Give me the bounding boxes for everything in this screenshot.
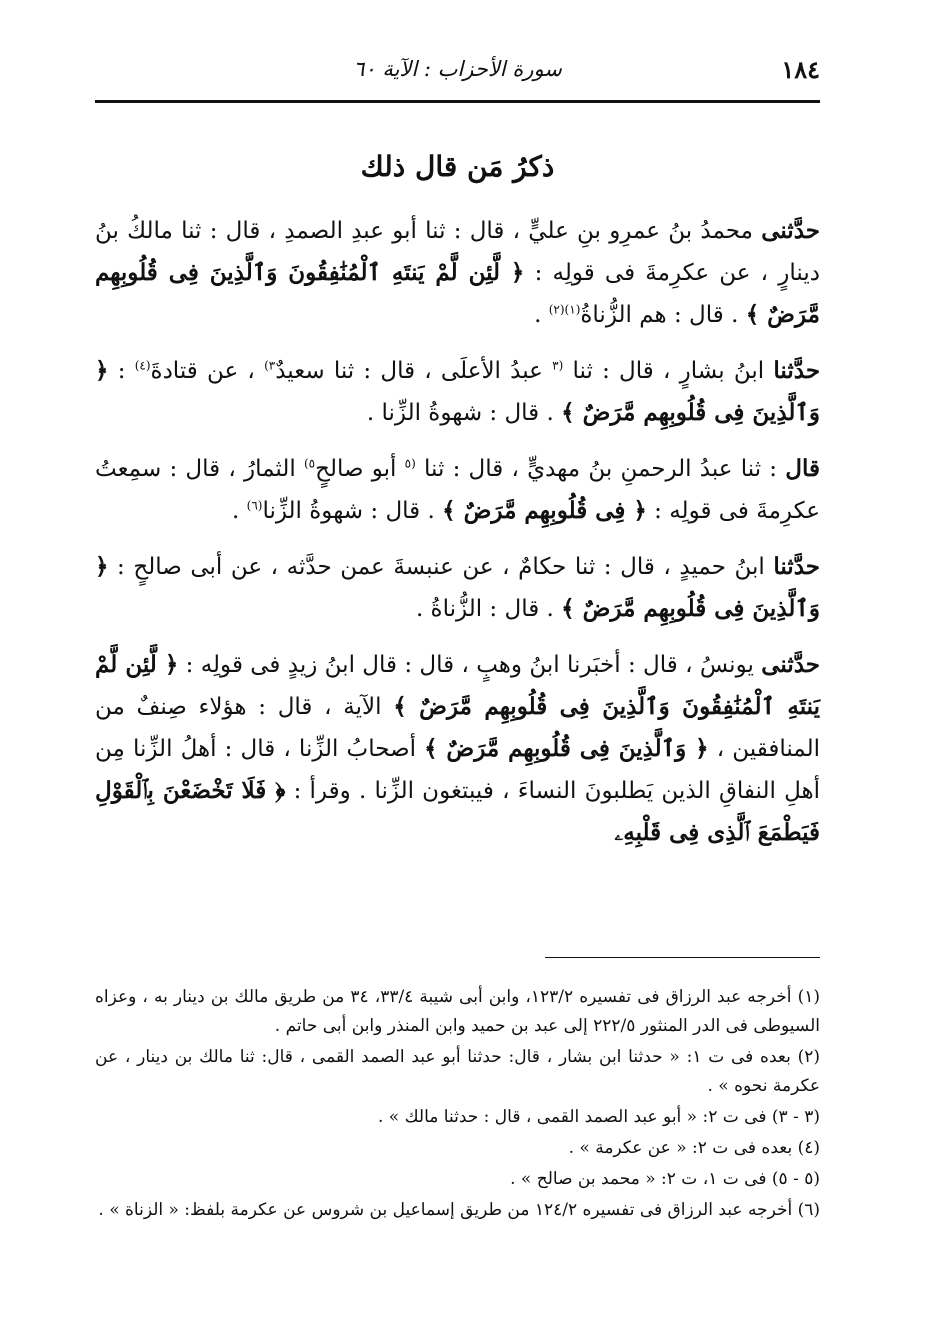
footnote-marker: (٣ bbox=[552, 358, 564, 373]
footnote-4: (٤) بعده فى ت ٢: « عن عكرمة » . bbox=[568, 1138, 820, 1158]
paragraph-text: ابنُ بشارٍ ، قال : ثنا bbox=[563, 358, 774, 384]
quran-quote: ﴿ وَٱلَّذِينَ فِى قُلُوبِهِم مَّرَضٌ ﴾ bbox=[95, 357, 820, 426]
paragraph-text: الثمارُ ، قال : سمِعتُ عكرِمةَ فى قولِه : bbox=[95, 456, 820, 524]
narration-lead: حدَّثنا bbox=[773, 357, 821, 384]
footnote-separator bbox=[545, 957, 820, 958]
footnote-1: (١) أخرجه عبد الرزاق فى تفسيره ١٢٣/٢، وابن أبى شيبة ٣٣/٤، ٣٤ من طريق مالك بن دينار به ، وعزاه السيوطى فى الدر المنثور ٢٢٢/٥ إلى عبد بن حميد وابن المنذر وابن أبى حاتم . bbox=[95, 987, 821, 1036]
paragraph-text: . قال : شهوةُ الزِّنا bbox=[262, 498, 443, 524]
page-number: ١٨٤ bbox=[781, 55, 820, 84]
footnote-marker: (٥ bbox=[404, 456, 416, 471]
paragraph-5 bbox=[95, 644, 820, 854]
quran-quote: ﴿ فِى قُلُوبِهِم مَّرَضٌ ﴾ bbox=[442, 497, 647, 524]
paragraph-text: . قال : الزُّناةُ . bbox=[415, 596, 562, 622]
paragraph-text: . bbox=[232, 498, 247, 524]
main-text bbox=[95, 210, 820, 868]
narration-lead: حدَّثنا bbox=[773, 553, 820, 580]
paragraph-text: . قال : هم الزُّناةُ bbox=[580, 302, 746, 328]
paragraph-2 bbox=[95, 350, 820, 434]
quran-quote: ﴿ وَٱلَّذِينَ فِى قُلُوبِهِم مَّرَضٌ ﴾ bbox=[95, 553, 820, 622]
section-title: ذكرُ مَن قال ذلك bbox=[360, 150, 555, 183]
paragraph-text: : bbox=[108, 358, 135, 384]
paragraph-text: . bbox=[534, 302, 549, 328]
quran-quote: ﴿ وَٱلَّذِينَ فِى قُلُوبِهِم مَّرَضٌ ﴾ bbox=[424, 735, 709, 762]
paragraph-text: أصحابُ الزِّنا ، قال : أهلُ الزِّنا مِن أهلِ النفاقِ الذين يَطلبونَ النساءَ ، فيبتغون الزِّنا . وقرأ : bbox=[95, 736, 821, 804]
quran-quote: ﴿ لَّئِن لَّمْ يَنتَهِ ٱلْمُنَٰفِقُونَ وَٱلَّذِينَ فِى قُلُوبِهِم مَّرَضٌ ﴾ bbox=[95, 259, 820, 328]
footnote-6: (٦) أخرجه عبد الرزاق فى تفسيره ١٢٤/٢ من طريق إسماعيل بن شروس عن عكرمة بلفظ: « الزناة » . bbox=[98, 1200, 820, 1220]
paragraph-3 bbox=[95, 448, 820, 532]
running-title: سورة الأحزاب : الآية ٦٠ bbox=[353, 57, 562, 81]
page-header bbox=[95, 55, 820, 95]
paragraph-text: ، عن قتادةَ bbox=[150, 358, 265, 384]
quran-quote: ﴿ فَلَا تَخْضَعْنَ بِٱلْقَوْلِ فَيَطْمَعَ ٱلَّذِى فِى قَلْبِهِۦ bbox=[95, 777, 820, 846]
footnote-marker: (١)(٢) bbox=[548, 302, 581, 317]
paragraph-text: محمدُ بنُ عمرِو بنِ عليٍّ ، قال : ثنا أبو عبدِ الصمدِ ، قال : ثنا مالكُ بنُ دينارٍ ، عن عكرِمةَ فى قولِه : bbox=[95, 218, 820, 286]
narration-lead: حدَّثنى bbox=[761, 651, 821, 678]
paragraph-text: أبو صالحٍ bbox=[315, 456, 405, 482]
paragraph-text: عبدُ الأعلَى ، قال : ثنا سعيدٌ bbox=[275, 358, 553, 384]
paragraph-text: ابنُ حميدٍ ، قال : ثنا حكامٌ ، عن عنبسةَ عمن حدَّثه ، عن أبى صالحٍ : bbox=[108, 554, 774, 580]
footnote-5: (٥ - ٥) فى ت ١، ت ٢: « محمد بن صالح » . bbox=[510, 1169, 820, 1189]
header-rule bbox=[95, 100, 820, 103]
footnote-marker: ٥) bbox=[303, 456, 316, 471]
footnotes bbox=[95, 983, 820, 1227]
footnote-marker: (٦) bbox=[246, 498, 263, 513]
paragraph-text: يونسُ ، قال : أخبَرنا ابنُ وهبٍ ، قال : قال ابنُ زيدٍ فى قولِه : bbox=[178, 652, 762, 678]
paragraph-text: . قال : شهوةُ الزِّنا . bbox=[366, 400, 562, 426]
footnote-marker: ٣) bbox=[264, 358, 276, 373]
footnote-3: (٣ - ٣) فى ت ٢: « أبو عبد الصمد القمى ، قال : حدثنا مالك » . bbox=[377, 1107, 820, 1127]
footnote-marker: (٤) bbox=[134, 358, 151, 373]
paragraph-4 bbox=[95, 546, 820, 630]
quran-quote: ﴿ لَّئِن لَّمْ يَنتَهِ ٱلْمُنَٰفِقُونَ وَٱلَّذِينَ فِى قُلُوبِهِم مَّرَضٌ ﴾ bbox=[95, 651, 820, 720]
paragraph-1 bbox=[95, 210, 820, 336]
paragraph-text: الآية ، قال : هؤلاء صِنفٌ من المنافقين ، bbox=[95, 694, 820, 762]
paragraph-text: : ثنا عبدُ الرحمنِ بنُ مهديٍّ ، قال : ثنا bbox=[415, 456, 786, 482]
narration-lead: قال bbox=[785, 455, 820, 482]
footnote-2: (٢) بعده فى ت ١: « حدثنا ابن بشار ، قال: حدثنا أبو عبد الصمد القمى ، قال: ثنا مالك بن دينار ، عن عكرمة نحوه » . bbox=[95, 1047, 820, 1096]
narration-lead: حدَّثنى bbox=[761, 217, 820, 244]
